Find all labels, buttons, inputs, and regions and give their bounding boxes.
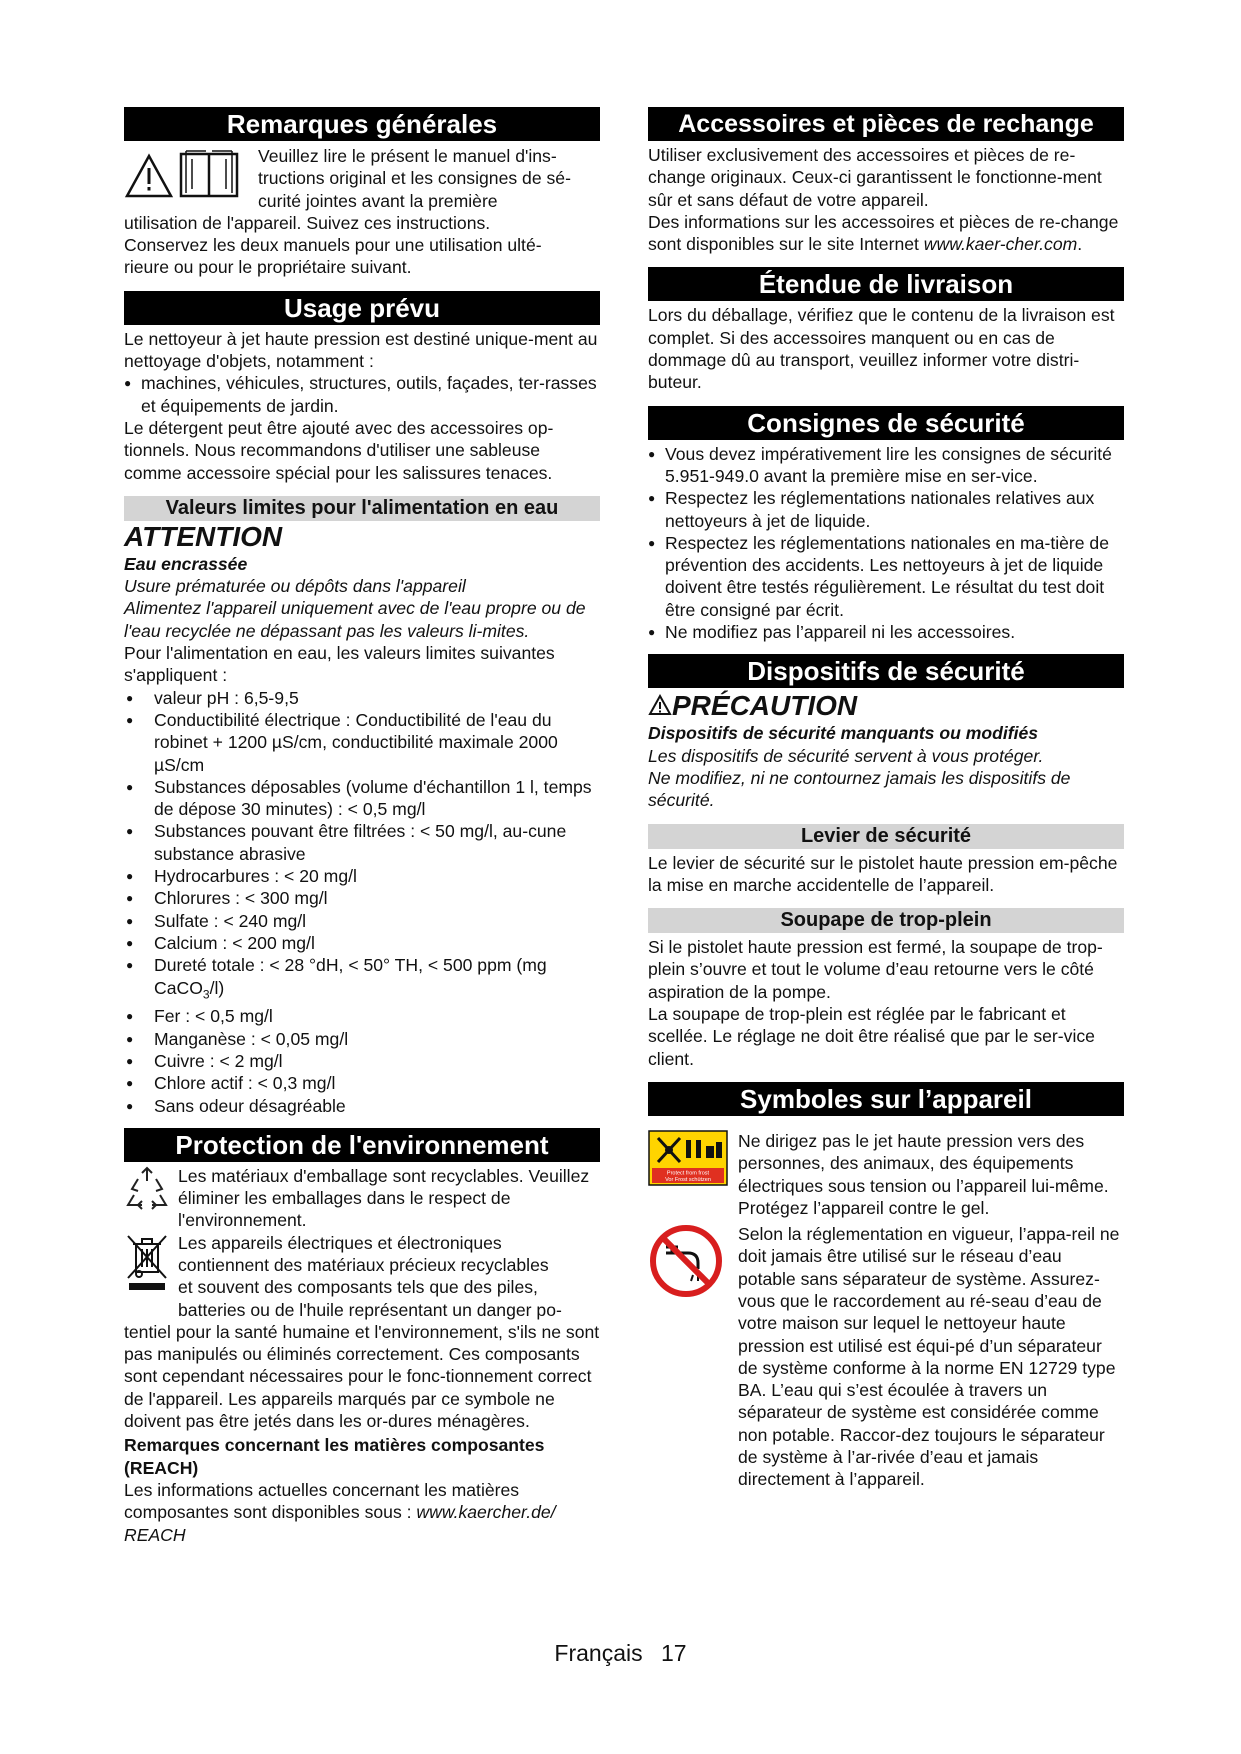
left-column	[124, 107, 600, 1546]
section-title-lever: Levier de sécurité	[648, 824, 1124, 849]
general-text-line: tructions original et les consignes de sé-	[258, 168, 571, 189]
general-text-line: curité jointes avant la première	[258, 190, 498, 211]
section-title-valve: Soupape de trop-plein	[648, 908, 1124, 933]
devices-text-1: Les dispositifs de sécurité servent à vous protéger.	[648, 745, 1044, 766]
page-number: 17	[661, 1640, 687, 1666]
list-item: ● Sans odeur désagréable	[124, 1095, 600, 1117]
vor-frost-label: Vor Frost schützen	[665, 1176, 711, 1183]
accessories-p2-text: Des informations sur les accessoires et pièces de re-change sont disponibles sur le site Internet	[648, 211, 1119, 255]
list-item: ● Hydrocarbures : < 20 mg/l	[124, 865, 600, 887]
hardness-end: /l)	[209, 977, 225, 998]
reach-text	[124, 1479, 600, 1546]
list-item: ● Conductibilité électrique : Conductibilité de l'eau du robinet + 1200 µS/cm, conductibilité maximale 2000 µS/cm	[124, 709, 600, 776]
lever-text: Le levier de sécurité sur le pistolet haute pression em-pêche la mise en marche accidentelle de l’appareil.	[648, 852, 1118, 895]
list-item: ● Substances déposables (volume d'échantillon 1 l, temps de dépose 30 minutes) : < 0,5 mg/l	[124, 776, 600, 821]
weee-text-line: Les appareils électriques et électroniques	[178, 1232, 502, 1253]
section-title-accessories: Accessoires et pièces de rechange	[648, 107, 1124, 141]
footer-language: Français	[554, 1640, 643, 1666]
symbol-jet-frost	[648, 1130, 1124, 1219]
manual-book-icon	[178, 149, 240, 199]
list-item-hardness	[124, 954, 600, 1005]
usage-detergent: Le détergent peut être ajouté avec des accessoires op-tionnels. Nous recommandons d'utiliser une sableuse comme accessoire spécial pour les salissures tenaces.	[124, 417, 554, 483]
reach-title: Remarques concernant les matières composantes (REACH)	[124, 1435, 545, 1478]
no-drinking-water-icon	[648, 1223, 724, 1299]
crossed-bin-icon	[124, 1232, 170, 1292]
list-item: ● Calcium : < 200 mg/l	[124, 932, 600, 954]
water-instruction: Alimentez l'appareil uniquement avec de l'eau propre ou de l'eau recyclée ne dépassant pas les valeurs li-mites.	[124, 598, 586, 641]
list-item: ● Manganèse : < 0,05 mg/l	[124, 1028, 600, 1050]
list-item: ● Chlore actif : < 0,3 mg/l	[124, 1072, 600, 1094]
recycle-text: Les matériaux d'emballage sont recyclables. Veuillez éliminer les emballages dans le respect de l'environnement.	[178, 1165, 590, 1231]
page-footer	[0, 1640, 1241, 1667]
list-item: ● Sulfate : < 240 mg/l	[124, 910, 600, 932]
section-title-water-limits: Valeurs limites pour l'alimentation en eau	[124, 496, 600, 521]
accessories-period: .	[1077, 234, 1083, 255]
section-title-usage: Usage prévu	[124, 291, 600, 325]
symbol-jet-text: Ne dirigez pas le jet haute pression vers des personnes, des animaux, des équipements électriques sous tension ou l’appareil lui-même.	[738, 1130, 1109, 1196]
list-item: ● Cuivre : < 2 mg/l	[124, 1050, 600, 1072]
water-intro: Pour l'alimentation en eau, les valeurs limites suivantes s'appliquent :	[124, 643, 555, 686]
caution-text: PRÉCAUTION	[672, 690, 858, 722]
accessories-p1: Utiliser exclusivement des accessoires et pièces de re-change originaux. Ceux-ci garantissent le fonctionne-ment sûr et sans défaut de votre appareil.	[648, 145, 1102, 210]
safety-list	[648, 443, 1124, 644]
symbol-frost-text: Protégez l’appareil contre le gel.	[738, 1197, 990, 1218]
section-title-delivery: Étendue de livraison	[648, 267, 1124, 301]
warning-triangle-icon	[124, 153, 174, 199]
general-text-line: utilisation de l'appareil. Suivez ces instructions.	[124, 212, 491, 233]
kaercher-link[interactable]: www.kaer-cher.com	[923, 234, 1078, 255]
section-title-general: Remarques générales	[124, 107, 600, 141]
section-title-safety: Consignes de sécurité	[648, 406, 1124, 440]
symbol-drinking-water	[648, 1223, 1124, 1491]
general-notes	[124, 145, 600, 279]
list-item: ● Respectez les réglementations nationales relatives aux nettoyeurs à jet de liquide.	[648, 487, 1124, 532]
delivery-text: Lors du déballage, vérifiez que le contenu de la livraison est complet. Si des accessoires manquent ou en cas de dommage dû au transport, veuillez informer votre distri-buteur.	[648, 305, 1115, 393]
water-hazard: Eau encrassée	[124, 553, 248, 574]
protect-from-frost-label: Protect from frost	[666, 1170, 710, 1177]
water-limits-list	[124, 687, 600, 1117]
list-item: ● Respectez les réglementations nationales en ma-tière de prévention des accidents. Les nettoyeurs à jet de liquide doivent être testés régulièrement. Le résultat du test doit être consigné par écrit.	[648, 532, 1124, 621]
jet-frost-warning-icon	[648, 1130, 728, 1186]
section-title-devices: Dispositifs de sécurité	[648, 654, 1124, 688]
usage-intro: Le nettoyeur à jet haute pression est destiné unique-ment au nettoyage d'objets, notamment :	[124, 328, 598, 372]
recycle-icon	[124, 1165, 170, 1211]
list-item: ● Fer : < 0,5 mg/l	[124, 1005, 600, 1027]
devices-text-2: Ne modifiez, ni ne contournez jamais les dispositifs de sécurité.	[648, 767, 1071, 811]
list-item: ● Substances pouvant être filtrées : < 50 mg/l, au-cune substance abrasive	[124, 820, 600, 865]
general-text-line: rieure ou pour le propriétaire suivant.	[124, 257, 412, 278]
list-item: ● valeur pH : 6,5-9,5	[124, 687, 600, 709]
valve-text-2: La soupape de trop-plein est réglée par le fabricant et scellée. Le réglage ne doit être réalisé que par le ser-vice client.	[648, 1004, 1095, 1069]
list-item: ● Chlorures : < 300 mg/l	[124, 887, 600, 909]
devices-hazard: Dispositifs de sécurité manquants ou modifiés	[648, 723, 1039, 744]
weee-text-line: batteries ou de l'huile représentant un danger po-	[178, 1299, 562, 1320]
right-column	[648, 107, 1124, 1491]
caution-label	[648, 690, 1124, 722]
reach-text-body: Les informations actuelles concernant les matières composantes sont disponibles sous :	[124, 1479, 520, 1523]
water-consequence: Usure prématurée ou dépôts dans l'appareil	[124, 576, 466, 597]
accessories-p2	[648, 211, 1124, 256]
valve-text-1: Si le pistolet haute pression est fermé, la soupape de trop-plein s’ouvre et tout le volume d’eau retourne vers le côté aspiration de la pompe.	[648, 937, 1103, 1002]
reach-link[interactable]: www.kaercher.de/ REACH	[124, 1502, 556, 1545]
general-text-line: Conservez les deux manuels pour une utilisation ulté-	[124, 235, 542, 256]
attention-label: ATTENTION	[124, 520, 283, 552]
hardness-subscript: 3	[202, 987, 210, 1002]
weee-text-rest: tentiel pour la santé humaine et l'environnement, s'ils ne sont pas manipulés ou éliminés correctement. Ces composants sont cependant nécessaires pour le fonc-tionnement correct de l'appareil. Les appareils marqués par ce symbole ne doivent pas être jetés dans les or-dures ménagères.	[124, 1321, 600, 1432]
warning-manual-icons	[124, 145, 258, 212]
general-text-line: Veuillez lire le présent le manuel d'ins-	[258, 146, 557, 166]
list-item: ● Vous devez impérativement lire les consignes de sécurité 5.951-949.0 avant la première mise en ser-vice.	[648, 443, 1124, 488]
hardness-text: Dureté totale : < 28 °dH, < 50° TH, < 500 ppm (mg CaCO	[154, 955, 547, 998]
usage-bullet: ● machines, véhicules, structures, outils, façades, ter-rasses et équipements de jardin.	[124, 372, 600, 417]
section-title-environment: Protection de l'environnement	[124, 1128, 600, 1162]
weee-text-line: et souvent des composants tels que des piles,	[178, 1277, 538, 1298]
section-title-symbols: Symboles sur l’appareil	[648, 1082, 1124, 1116]
list-item: ● Ne modifiez pas l’appareil ni les accessoires.	[648, 621, 1124, 643]
symbol-water-text: Selon la réglementation en vigueur, l’appa-reil ne doit jamais être utilisé sur le réseau d’eau potable sans séparateur de système. Assurez-vous que le raccordement au ré-seau d’eau de votre maison sur lequel le nettoyeur haute pression est utilisé est équi-pé d’un séparateur de système conforme à la norme EN 12729 type BA. L’eau qui s’est écoulée à travers un séparateur de système est considérée comme non potable. Raccor-dez toujours le séparateur de système à l’ar-rivée d’eau et jamais directement à l’appareil.	[738, 1224, 1120, 1490]
weee-text-line: contiennent des matériaux précieux recyclables	[178, 1254, 549, 1275]
warning-triangle-icon	[648, 694, 672, 716]
